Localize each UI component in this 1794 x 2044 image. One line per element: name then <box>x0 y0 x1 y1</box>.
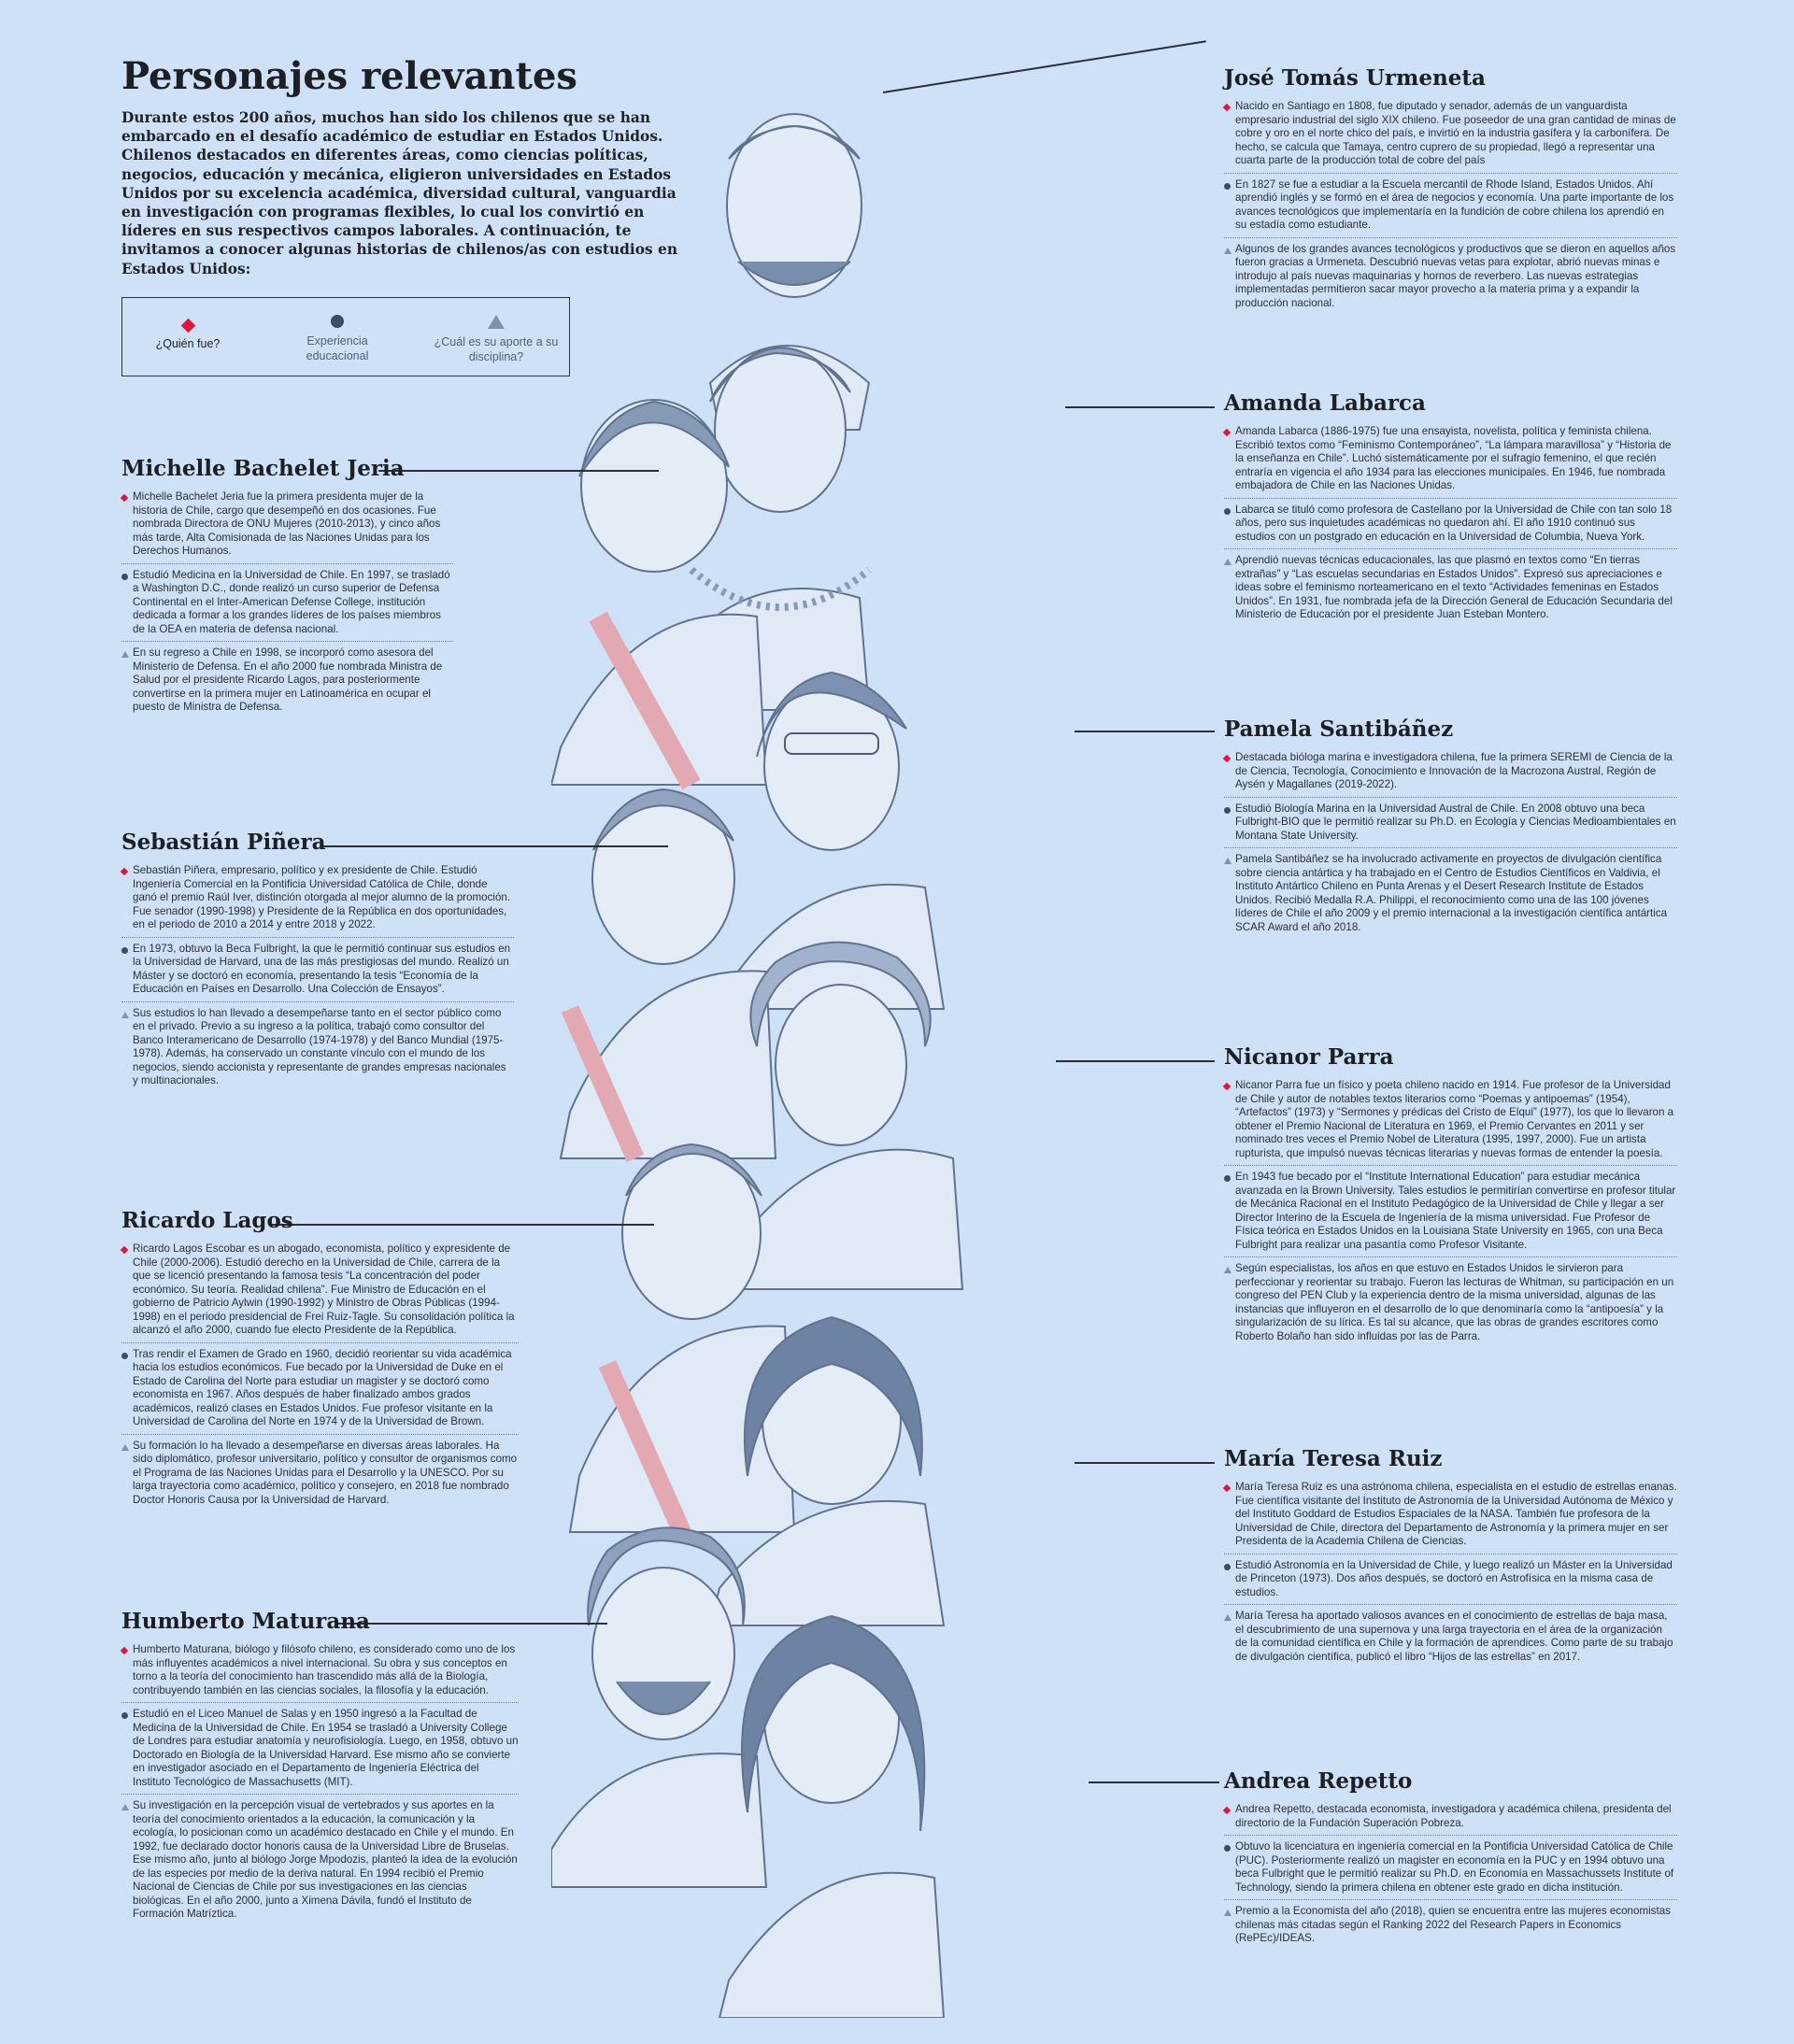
contribution-section: Sus estudios lo han llevado a desempeñarse tanto en el sector público como en el privado. Previo a su ingreso a la política, trabajó como consultor del Banco Interamericano de Desarrollo (1974-1978) y del Banco Mundial (1975-1978). Además, ha conservado un constante vínculo con el mundo de los negocios, siendo accionista y representante de grandes empresas nacionales y multinacionales. <box>121 1001 514 1088</box>
bio-parra <box>1224 1044 1677 1343</box>
education-section: Estudió en el Liceo Manuel de Salas y en 1950 ingresó a la Facultad de Medicina de la Universidad de Chile. En 1954 se trasladó a University College de Londres para estudiar anatomía y neurofisiología. Luego, en 1958, obtuvo un Doctorado en Biología de la Universidad Harvard. Ese mismo año se convierte en investigador asociado en el Departamento de Ingeniería Eléctrica del Instituto Tecnológico de Massachusetts (MIT). <box>121 1702 519 1789</box>
person-name: Humberto Maturana <box>121 1609 370 1634</box>
circle-icon <box>121 1353 128 1359</box>
triangle-icon <box>121 651 129 658</box>
triangle-icon <box>1224 248 1232 254</box>
leader-line-repetto <box>1089 1781 1219 1783</box>
circle-icon <box>1224 508 1231 515</box>
who-section: Michelle Bachelet Jeria fue la primera presidenta mujer de la historia de Chile, cargo que desempeñó en dos ocasiones. Fue nombrada Directora de ONU Mujeres (2010-2013), y cinco años más tarde, Alta Comisionada de las Naciones Unidas para los Derechos Humanos. <box>121 490 453 559</box>
circle-icon <box>1224 1175 1231 1182</box>
bio-bachelet <box>121 456 453 715</box>
who-section: Sebastián Piñera, empresario, político y ex presidente de Chile. Estudió Ingeniería Comercial en la Pontificia Universidad Católica de Chile, donde ganó el premio Raúl Iver, distinción otorgada al mejor alumno de la promoción. Fue senador (1990-1998) y Presidente de la República en dos oportunidades, en el periodo de 2010 a 2014 y entre 2018 y 2022. <box>121 864 514 932</box>
contribution-section: Premio a la Economista del año (2018), quien se encuentra entre las mujeres economistas chilenas más citadas según el Ranking 2022 del Research Papers in Economics (RePEc)/IDEAS. <box>1224 1899 1677 1946</box>
bio-pinera <box>121 830 514 1088</box>
circle-icon <box>121 947 128 954</box>
portraits-illustration <box>551 75 1075 2018</box>
education-section: En 1943 fue becado por el “Institute International Education” para estudiar mecánica avanzada en la Brown University. Tales estudios le permitirían convertirse en profesor titular de Mecánica Racional en el Instituto Pedagógico de la Universidad de Chile y llegar a ser Director Interino de la Escuela de Ingeniería de la misma universidad. Fue Profesor de Física teórica en Estados Unidos en la Louisiana State University en 1965, con una Beca Fulbright para realizar una pasantía como Profesor Visitante. <box>1224 1165 1677 1252</box>
diamond-icon <box>1223 755 1231 762</box>
diamond-icon <box>121 494 128 502</box>
legend-who <box>122 319 253 351</box>
triangle-icon <box>1224 1614 1232 1621</box>
triangle-icon <box>121 1444 129 1451</box>
diamond-icon <box>1223 1807 1231 1814</box>
person-name: Nicanor Parra <box>1224 1044 1394 1070</box>
diamond-icon <box>121 868 128 875</box>
triangle-icon <box>1224 559 1232 565</box>
circle-icon <box>121 574 128 580</box>
who-section: Humberto Maturana, biólogo y filósofo chileno, es considerado como uno de los más influyentes académicos a nivel internacional. Su obra y sus conceptos en torno a la teoría del conocimiento han trascendido más allá de la Biología, contribuyendo también en las ciencias sociales, la filosofía y la educación. <box>121 1643 519 1697</box>
circle-icon <box>1224 183 1231 190</box>
legend-education <box>281 315 393 363</box>
legend-contribution-label: ¿Cuál es su aporte a su disciplina? <box>434 335 559 363</box>
leader-line-parra <box>1056 1060 1215 1062</box>
who-section: Nacido en Santiago en 1808, fue diputado y senador, además de un vanguardista empresario industrial del siglo XIX chileno. Fue poseedor de una gran cantidad de minas de cobre y oro en el norte chico del país, e invirtió en la industria gasífera y la carbonífera. De hecho, se calcula que Tamaya, centro cuprero de su propiedad, llegó a representar una cuarta parte de la producción total de cobre del país <box>1224 100 1677 168</box>
diamond-icon <box>121 1647 128 1654</box>
bio-urmeneta <box>1224 65 1677 310</box>
triangle-icon <box>121 1012 129 1018</box>
bio-labarca <box>1224 390 1677 622</box>
leader-line-ruiz <box>1075 1462 1215 1464</box>
contribution-section: Pamela Santibáñez se ha involucrado activamente en proyectos de divulgación científica sobre ciencia antártica y ha trabajado en el Centro de Estudios Científicos en Valdivia, el Instituto Antártico Chileno en Punta Arenas y el Desert Research Institute de Estados Unidos. Recibió Medalla R.A. Philippi, el reconocimiento como una de las 100 jóvenes líderes de Chile el año 2009 y el premio internacional a la investigación científica antártica SCAR Award el año 2018. <box>1224 847 1677 934</box>
legend-education-label: Experiencia educacional <box>306 334 369 362</box>
contribution-section: Según especialistas, los años en que estuvo en Estados Unidos le sirvieron para perfeccionar y reorientar su trabajo. Fueron las lecturas de Whitman, su participación en un congreso del PEN Club y la experiencia dentro de la misma universidad, algunas de las instancias que influyeron en el desarrollo de lo que denominaría como la “antipoesía” y la singularización de su lírica. Es tal su alcance, que las obras de grandes escritores como Roberto Bolaño han sido influidas por las de Parra. <box>1224 1256 1677 1343</box>
bio-santibanez <box>1224 717 1677 934</box>
contribution-section: Algunos de los grandes avances tecnológicos y productivos que se dieron en aquellos años fueron gracias a Urmeneta. Descubrió nuevas vetas para explotar, abrió nuevas minas e introdujo al país nuevas maquinarias y hornos de reverbero. Las nuevas estrategias implementadas permitieron sacar mayor provecho a la materia prima y a expandir la producción nacional. <box>1224 237 1677 311</box>
person-name: Amanda Labarca <box>1224 390 1426 416</box>
leader-line-labarca <box>1065 406 1215 408</box>
person-name: Michelle Bachelet Jeria <box>121 456 405 481</box>
legend-box <box>121 297 570 376</box>
contribution-section: En su regreso a Chile en 1998, se incorporó como asesora del Ministerio de Defensa. En el año 2000 fue nombrada Ministra de Salud por el presidente Ricardo Lagos, para posteriormente convertirse en la primera mujer en Latinoamérica en ocupar el puesto de Ministra de Defensa. <box>121 641 453 715</box>
bio-maturana <box>121 1609 519 1922</box>
portrait-lagos <box>570 1144 794 1532</box>
bio-lagos <box>121 1208 519 1507</box>
leader-line-santibanez <box>1075 731 1215 732</box>
education-section: En 1973, obtuvo la Beca Fulbright, la que le permitió continuar sus estudios en la Universidad de Harvard, una de las más prestigiosas del mundo. Realizó un Máster y se doctoró en economía, presentando la tesis “Economía de la Educación en Países en Desarrollo. Una Colección de Ensayos”. <box>121 937 514 997</box>
bio-ruiz <box>1224 1446 1677 1664</box>
triangle-icon <box>488 315 505 329</box>
triangle-icon <box>1224 1267 1232 1273</box>
person-name: Pamela Santibáñez <box>1224 717 1454 742</box>
diamond-icon <box>1223 1083 1231 1090</box>
diamond-icon <box>121 1246 128 1254</box>
who-section: Amanda Labarca (1886-1975) fue una ensayista, novelista, política y feminista chilena. Escribió textos como “Feminismo Contemporáneo”, “La lámpara maravillosa” y “Historia de la enseñanza en Chile”. Luchó sistemáticamente por el sufragio femenino, el que recién entraría en vigencia el año 1934 para las elecciones municipales. En 1946, fue nombrada embajadora de Chile en las Naciones Unidas. <box>1224 425 1677 493</box>
circle-icon <box>331 315 344 328</box>
person-name: Ricardo Lagos <box>121 1208 293 1233</box>
person-name: Andrea Repetto <box>1224 1768 1413 1794</box>
contribution-section: María Teresa ha aportado valiosos avances en el conocimiento de estrellas de baja masa, el descubrimiento de una supernova y una larga trayectoria en el área de la organización de la comunidad científica en Chile y la formación de aprendices. Como parte de su trabajo de divulgación científica, publicó el libro “Hijos de las estrellas” en 2017. <box>1224 1604 1677 1664</box>
circle-icon <box>1224 807 1231 814</box>
circle-icon <box>1224 1845 1231 1852</box>
circle-icon <box>121 1712 128 1719</box>
education-section: Tras rendir el Examen de Grado en 1960, decidió reorientar su vida académica hacia los estudios económicos. Fue becado por la Universidad de Duke en el Estado de Carolina del Norte para estudiar un magister y se doctoró como economista en 1967. Años después de haber finalizado ambos grados académicos, realizó clases en Estados Unidos. Fue profesor visitante en la Universidad de Carolina del Norte en 1974 y de la Universidad de Brown. <box>121 1342 519 1429</box>
education-section: En 1827 se fue a estudiar a la Escuela mercantil de Rhode Island, Estados Unidos. Ahí aprendió inglés y se formó en el área de negocios y economía. Una parte importante de los avances tecnológicos que implementaría en la fundición de cobre chilena los aprendió en su estadía como estudiante. <box>1224 173 1677 233</box>
contribution-section: Aprendió nuevas técnicas educacionales, las que plasmó en textos como “En tierras extrañas” y “Las escuelas secundarias en Estados Unidos”. Expresó sus apreciaciones e ideas sobre el feminismo norteamericano en el texto “Actividades femeninas en Estados Unidos”. En 1931, fue nombrada jefa de la Dirección General de Educación Secundaria del Ministerio de Educación por el presidente Juan Esteban Montero. <box>1224 548 1677 622</box>
who-section: Andrea Repetto, destacada economista, investigadora y académica chilena, presidenta del directorio de la Fundación Superación Pobreza. <box>1224 1803 1677 1830</box>
education-section: Obtuvo la licenciatura en ingeniería comercial en la Pontificia Universidad Católica de Chile (PUC). Posteriormente realizó un magister en economía en la PUC y en 1994 obtuvo una beca Fulbright que le permitió realizar su Ph.D. en Economía en Massachussets Institute of Technology, siendo la primera chilena en obtener este grado en dicha institución. <box>1224 1835 1677 1895</box>
bio-repetto <box>1224 1768 1677 1946</box>
diamond-icon <box>1223 429 1231 436</box>
intro-paragraph: Durante estos 200 años, muchos han sido los chilenos que se han embarcado en el desafío académico de estudiar en Estados Unidos. Chilenos destacados en diferentes áreas, como ciencias políticas, negocios, educación y mecánica, eligieron universidades en Estados Unidos por su excelencia académica, diversidad cultural, vanguardia en investigación con programas flexibles, lo cual los convirtió en líderes en sus respectivos campos laborales. A continuación, te invitamos a conocer algunas historias de chilenos/as con estudios en Estados Unidos: <box>121 109 678 277</box>
education-section: Estudió Astronomía en la Universidad de Chile, y luego realizó un Máster en la Universidad de Princeton (1973). Dos años después, se doctoró en Astrofísica en la misma casa de estudios. <box>1224 1554 1677 1600</box>
who-section: Ricardo Lagos Escobar es un abogado, economista, político y expresidente de Chile (2000-2006). Estudió derecho en la Universidad de Chile, carrera de la que se licenció presentando la famosa tesis “La concentración del poder económico. Su teoría. Realidad chilena”. Fue Ministro de Educación en el gobierno de Patricio Aylwin (1990-1992) y Ministro de Obras Públicas (1994-1998) en el periodo presidencial de Frei Ruiz-Tagle. Su consolidación política la alcanzó el año 2000, cuando fue electo Presidente de la República. <box>121 1242 519 1338</box>
who-section: María Teresa Ruiz es una astrónoma chilena, especialista en el estudio de estrellas enanas. Fue científica visitante del Instituto de Astronomía de la Universidad Autónoma de México y del Instituto Goddard de Estudios Espaciales de la NASA. También fue profesora de la Universidad de Chile, directora del Departamento de Astronomía y la primera mujer en ser Presidenta de la Academia Chilena de Ciencias. <box>1224 1481 1677 1549</box>
person-name: José Tomás Urmeneta <box>1224 65 1486 91</box>
triangle-icon <box>1224 858 1232 864</box>
contribution-section: Su investigación en la percepción visual de vertebrados y sus aportes en la teoría del conocimiento orientados a la educación, la comunicación y la ecología, lo posicionan como un académico destacado en Chile y el mundo. En 1992, fue declarado doctor honoris causa de la Universidad Libre de Bruselas. Ese mismo año, junto al biólogo Jorge Mpodozis, planteó la idea de la evolución de las especies por medio de la deriva natural. En 1994 recibió el Premio Nacional de Ciencias de Chile por sus investigaciones en las ciencias biológicas. En el año 2000, junto a Ximena Dávila, fundó el Instituto de Formación Matríztica. <box>121 1794 519 1922</box>
legend-contribution <box>431 315 562 364</box>
education-section: Estudió Medicina en la Universidad de Chile. En 1997, se trasladó a Washington D.C., donde realizó un curso superior de Defensa Continental en el Inter-American Defense College, institución dedicada a formar a los grandes líderes de los países miembros de la OEA en materia de defensa nacional. <box>121 563 453 637</box>
education-section: Labarca se tituló como profesora de Castellano por la Universidad de Chile con tan solo 18 años, pero sus inquietudes académicas no quedaron ahí. El año 1910 continuó sus estudios con un postgrado en educación en la Universidad de Columbia, Nueva York. <box>1224 498 1677 545</box>
person-name: María Teresa Ruiz <box>1224 1446 1443 1471</box>
contribution-section: Su formación lo ha llevado a desempeñarse en diversas áreas laborales. Ha sido diplomático, profesor universitario, político y consultor de organismos como el Programa de las Naciones Unidas para el Desarrollo y la UNESCO. Por su larga trayectoria como académico, político y consejero, en 2018 fue nombrado Doctor Honoris Causa por la Universidad de Harvard. <box>121 1434 519 1508</box>
who-section: Nicanor Parra fue un físico y poeta chileno nacido en 1914. Fue profesor de la Universidad de Chile y autor de notables textos literarios como “Poemas y antipoemas” (1954), “Artefactos” (1973) y “Sermones y prédicas del Cristo de Elqui” (1977), los que lo llevaron a obtener el Premio Nacional de Literatura en 1969, el Premio Cervantes en 2011 y ser nominado tres veces el Premio Nobel de Literatura (1995, 1997, 2000). Fue un artista rupturista, que impulsó nuevas técnicas literarias y nuevas formas de entender la poesía. <box>1224 1079 1677 1160</box>
legend-who-label: ¿Quién fue? <box>155 337 221 350</box>
diamond-icon <box>180 319 195 334</box>
education-section: Estudió Biología Marina en la Universidad Austral de Chile. En 2008 obtuvo una beca Fulbright-BIO que le permitió realizar su Ph.D. en Ecología y Ciencias Medioambientales en Montana State University. <box>1224 797 1677 844</box>
triangle-icon <box>1224 1909 1232 1916</box>
circle-icon <box>1224 1564 1231 1570</box>
who-section: Destacada bióloga marina e investigadora chilena, fue la primera SEREMI de Ciencia de la de Ciencia, Tecnología, Conocimiento e Innovación de la Macrozona Austral, Región de Aysén y Magallanes (2019-2022). <box>1224 751 1677 792</box>
page-title: Personajes relevantes <box>121 54 577 98</box>
triangle-icon <box>121 1804 129 1810</box>
person-name: Sebastián Piñera <box>121 830 326 855</box>
diamond-icon <box>1223 1484 1231 1492</box>
diamond-icon <box>1223 104 1231 111</box>
